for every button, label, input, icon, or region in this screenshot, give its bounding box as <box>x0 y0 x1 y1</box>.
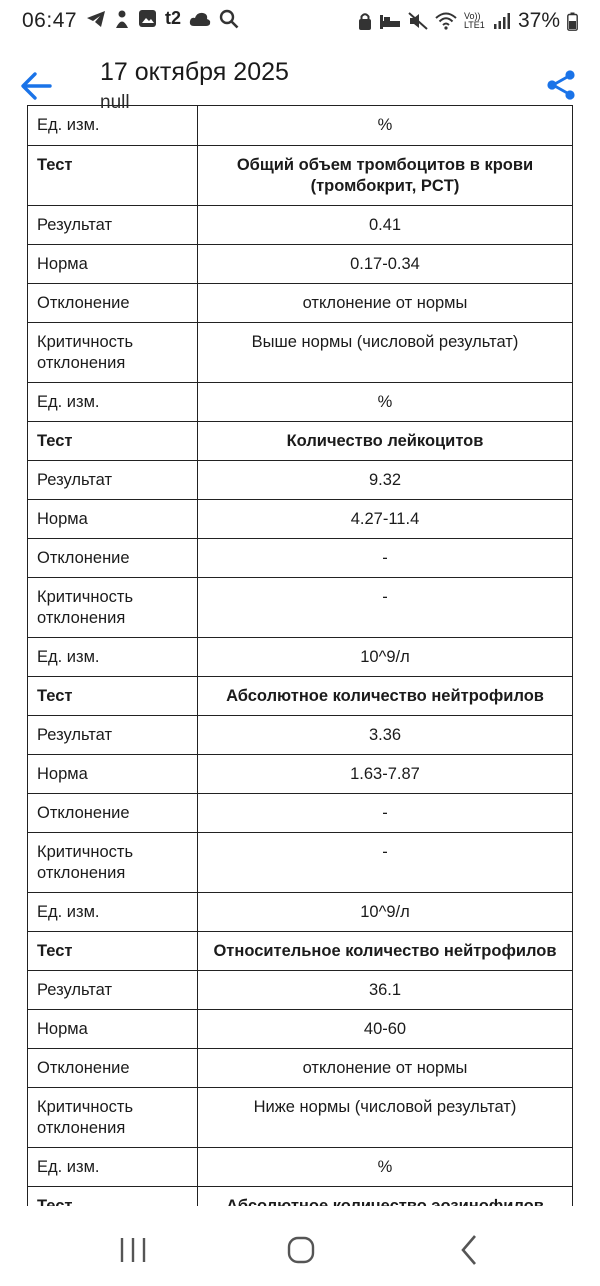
test-header-row <box>28 422 573 461</box>
table-row <box>28 893 573 932</box>
table-row <box>28 461 573 500</box>
row-label: Критичность отклонения <box>28 833 198 893</box>
row-value: Количество лейкоцитов <box>198 422 573 461</box>
table-row <box>28 833 573 893</box>
back-button[interactable] <box>18 66 58 106</box>
row-value: % <box>198 106 573 146</box>
row-label: Отклонение <box>28 539 198 578</box>
results-content[interactable] <box>0 116 600 1206</box>
test-header-row <box>28 932 573 971</box>
status-time: 06:47 <box>22 9 78 32</box>
chevron-left-icon <box>449 1230 489 1270</box>
row-label: Тест <box>28 932 198 971</box>
recents-button[interactable] <box>113 1230 153 1270</box>
row-value: 1.63-7.87 <box>198 755 573 794</box>
table-row <box>28 638 573 677</box>
row-label: Ед. изм. <box>28 383 198 422</box>
row-value: Относительное количество нейтрофилов <box>198 932 573 971</box>
row-value: % <box>198 383 573 422</box>
test-header-row <box>28 146 573 206</box>
table-row <box>28 1088 573 1148</box>
row-value: % <box>198 1148 573 1187</box>
lock-icon <box>358 12 372 31</box>
row-value: 3.36 <box>198 716 573 755</box>
row-value: отклонение от нормы <box>198 1049 573 1088</box>
test-header-row <box>28 677 573 716</box>
row-value: 40-60 <box>198 1010 573 1049</box>
row-value: 0.41 <box>198 206 573 245</box>
sleep-icon <box>379 12 401 30</box>
results-table <box>27 105 573 1226</box>
search-icon <box>219 9 239 29</box>
table-row <box>28 206 573 245</box>
table-row <box>28 755 573 794</box>
row-label: Норма <box>28 500 198 539</box>
row-label: Результат <box>28 461 198 500</box>
t2-icon: t2 <box>165 8 182 28</box>
row-value: - <box>198 833 573 893</box>
row-label: Отклонение <box>28 1049 198 1088</box>
row-value: Абсолютное количество нейтрофилов <box>198 677 573 716</box>
row-value: - <box>198 539 573 578</box>
row-label: Результат <box>28 971 198 1010</box>
row-value: 10^9/л <box>198 893 573 932</box>
page-subtitle: null <box>100 92 130 113</box>
volte-label: Vo)) LTE1 <box>463 11 485 30</box>
row-value: - <box>198 794 573 833</box>
table-row <box>28 284 573 323</box>
row-label: Ед. изм. <box>28 106 198 146</box>
notification-icons <box>86 8 239 29</box>
wifi-icon <box>435 12 457 30</box>
row-value: Общий объем тромбоцитов в крови (тромбокрит, PCT) <box>198 146 573 206</box>
app-icon <box>114 9 130 29</box>
row-label: Тест <box>28 677 198 716</box>
row-label: Критичность отклонения <box>28 323 198 383</box>
row-value: 36.1 <box>198 971 573 1010</box>
row-label: Отклонение <box>28 794 198 833</box>
row-value: - <box>198 578 573 638</box>
page-title: 17 октября 2025 <box>100 58 289 86</box>
gallery-icon <box>138 9 157 28</box>
system-icons <box>358 9 578 33</box>
row-label: Норма <box>28 245 198 284</box>
status-bar <box>0 0 600 44</box>
row-label: Результат <box>28 206 198 245</box>
telegram-icon <box>86 10 106 28</box>
table-row <box>28 794 573 833</box>
row-label: Ед. изм. <box>28 638 198 677</box>
row-value: отклонение от нормы <box>198 284 573 323</box>
table-row <box>28 383 573 422</box>
share-icon <box>544 68 578 102</box>
row-value: Выше нормы (числовой результат) <box>198 323 573 383</box>
home-icon <box>281 1230 321 1270</box>
row-label: Отклонение <box>28 284 198 323</box>
battery-icon <box>567 12 578 31</box>
row-label: Норма <box>28 1010 198 1049</box>
row-label: Критичность отклонения <box>28 1088 198 1148</box>
cloud-icon <box>189 11 211 27</box>
back-nav-button[interactable] <box>449 1230 489 1270</box>
table-row <box>28 106 573 146</box>
row-label: Норма <box>28 755 198 794</box>
row-value: Ниже нормы (числовой результат) <box>198 1088 573 1148</box>
table-row <box>28 716 573 755</box>
row-label: Тест <box>28 146 198 206</box>
table-row <box>28 1148 573 1187</box>
row-value: 10^9/л <box>198 638 573 677</box>
arrow-back-icon <box>18 66 58 106</box>
system-nav-bar <box>0 1206 600 1286</box>
table-row <box>28 539 573 578</box>
row-label: Ед. изм. <box>28 893 198 932</box>
signal-icon <box>493 12 511 30</box>
table-row <box>28 323 573 383</box>
row-label: Результат <box>28 716 198 755</box>
row-value: 9.32 <box>198 461 573 500</box>
row-value: 4.27-11.4 <box>198 500 573 539</box>
row-label: Критичность отклонения <box>28 578 198 638</box>
home-button[interactable] <box>281 1230 321 1270</box>
row-value: 0.17-0.34 <box>198 245 573 284</box>
table-row <box>28 1049 573 1088</box>
table-row <box>28 500 573 539</box>
table-row <box>28 245 573 284</box>
row-label: Ед. изм. <box>28 1148 198 1187</box>
share-button[interactable] <box>544 68 578 102</box>
table-row <box>28 971 573 1010</box>
mute-icon <box>408 12 428 30</box>
battery-percent: 37% <box>517 9 560 32</box>
recents-icon <box>113 1230 153 1270</box>
table-row <box>28 578 573 638</box>
table-row <box>28 1010 573 1049</box>
row-label: Тест <box>28 422 198 461</box>
